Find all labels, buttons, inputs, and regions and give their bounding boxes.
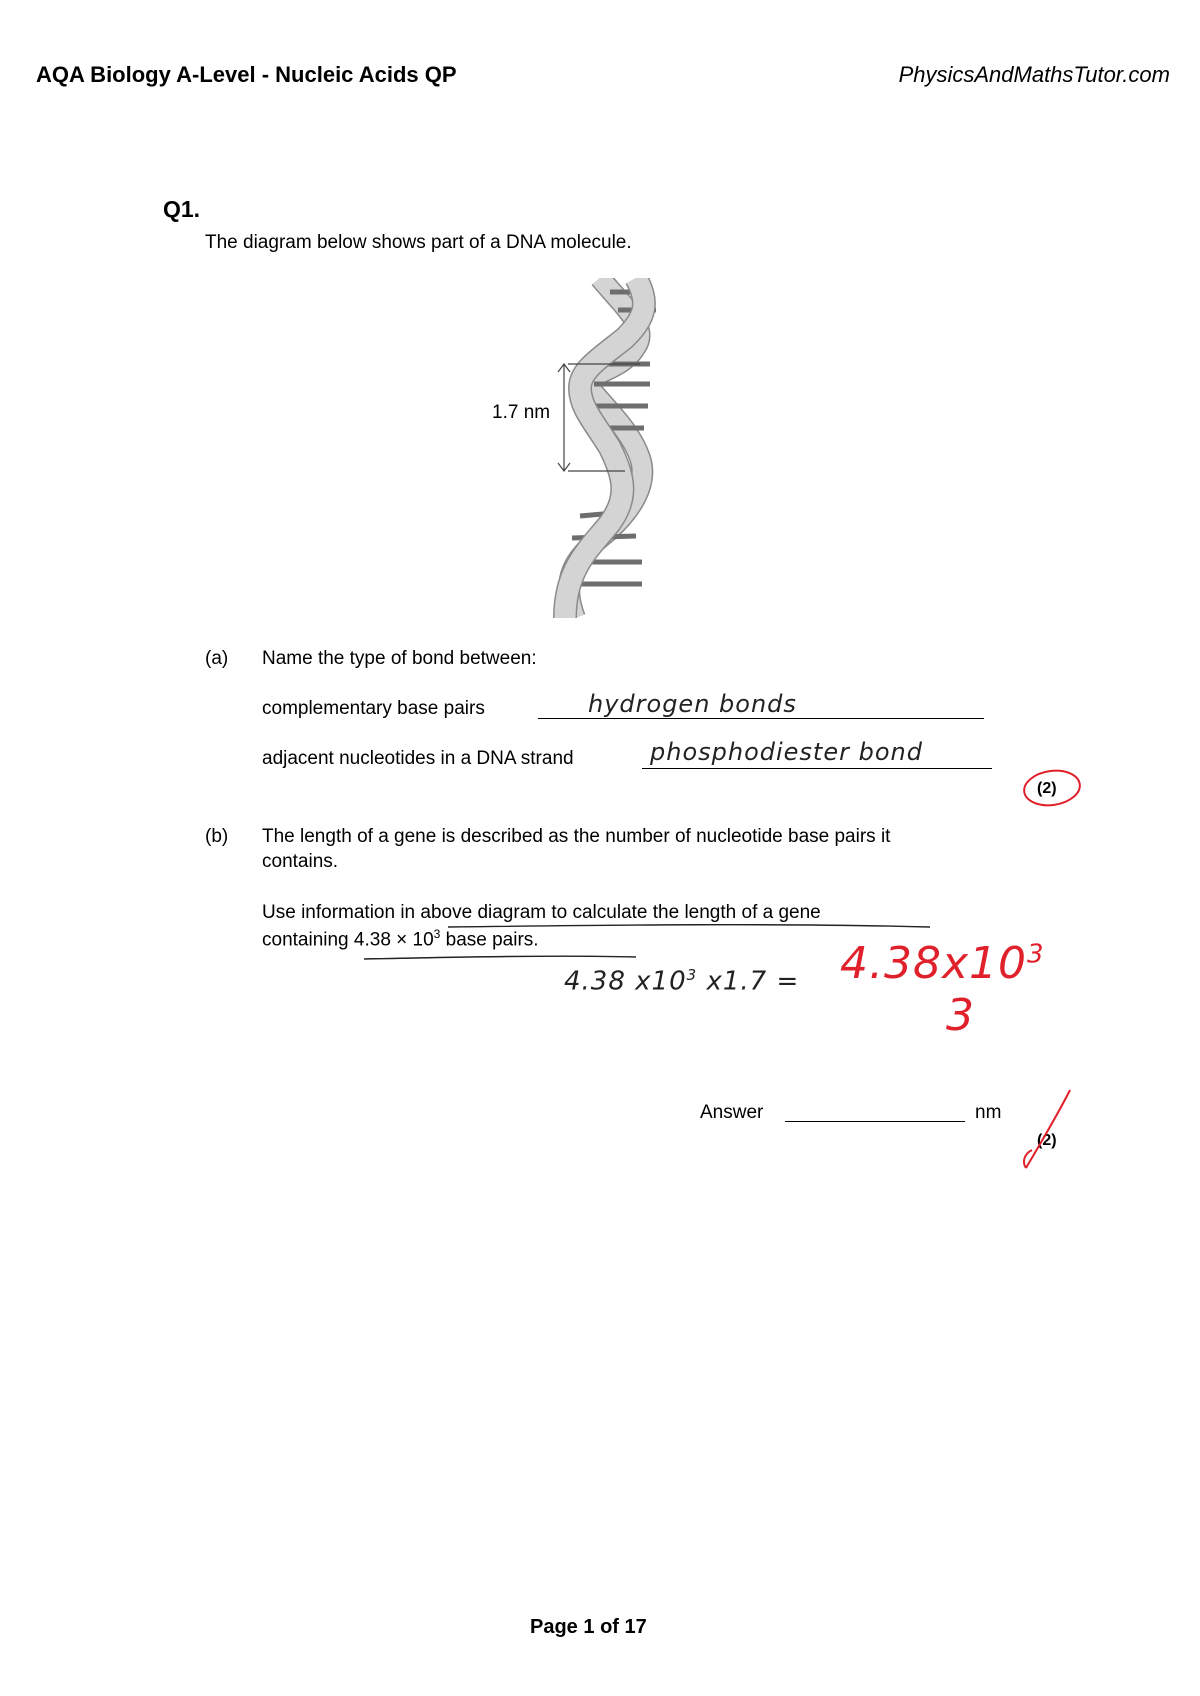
question-intro: The diagram below shows part of a DNA molecule. (205, 232, 632, 253)
red-correction-base: 4.38x10 (840, 938, 1027, 989)
red-correction-exp: 3 (1027, 939, 1045, 970)
part-a-item1-answer-line (538, 718, 984, 719)
part-a-item2-label: adjacent nucleotides in a DNA strand (262, 748, 574, 769)
student-working[interactable] (564, 966, 799, 997)
part-a-item1-answer[interactable]: hydrogen bonds (588, 690, 797, 718)
dna-diagram (450, 278, 720, 618)
measurement-label: 1.7 nm (492, 402, 551, 423)
part-b-text-line2: contains. (262, 851, 339, 872)
page-label: Page (530, 1616, 578, 1638)
part-b-marks: (2) (1037, 1132, 1057, 1149)
red-correction-below: 3 (946, 990, 975, 1041)
answer-line[interactable] (785, 1121, 965, 1122)
part-a-item2-answer[interactable]: phosphodiester bond (650, 738, 923, 766)
working-base: 4.38 x10 (564, 966, 687, 997)
part-b-text-line1: The length of a gene is described as the number of nucleotide base pairs it (262, 826, 891, 847)
instruction-line2-sup: 3 (433, 927, 441, 941)
part-a-item1-label: complementary base pairs (262, 698, 485, 719)
working-exp: 3 (686, 966, 698, 984)
total-pages: 17 (624, 1616, 647, 1638)
red-circle-annotation (1020, 766, 1084, 810)
part-a-item2-answer-line (642, 768, 992, 769)
part-a-letter: (a) (205, 648, 229, 669)
part-b-letter: (b) (205, 826, 229, 847)
part-b-instruction-line1: Use information in above diagram to calculate the length of a gene (262, 902, 821, 923)
red-correction (840, 938, 1045, 989)
page-number: 1 (583, 1616, 595, 1638)
red-slash-annotation (1018, 1084, 1078, 1174)
answer-unit: nm (975, 1102, 1002, 1123)
of-label: of (600, 1616, 619, 1638)
instruction-line2-pre: containing 4.38 × 10 (262, 929, 434, 951)
instruction-line2-post: base pairs. (440, 929, 539, 951)
answer-label: Answer (700, 1102, 764, 1123)
part-a-prompt: Name the type of bond between: (262, 648, 537, 669)
header-title: AQA Biology A-Level - Nucleic Acids QP (36, 62, 457, 87)
page-footer (530, 1616, 647, 1639)
part-a-marks: (2) (1037, 780, 1057, 797)
dna-helix-figure (450, 278, 720, 618)
question-number: Q1. (163, 196, 201, 222)
header-site: PhysicsAndMathsTutor.com (898, 62, 1170, 87)
working-rest: x1.7 = (697, 966, 800, 997)
